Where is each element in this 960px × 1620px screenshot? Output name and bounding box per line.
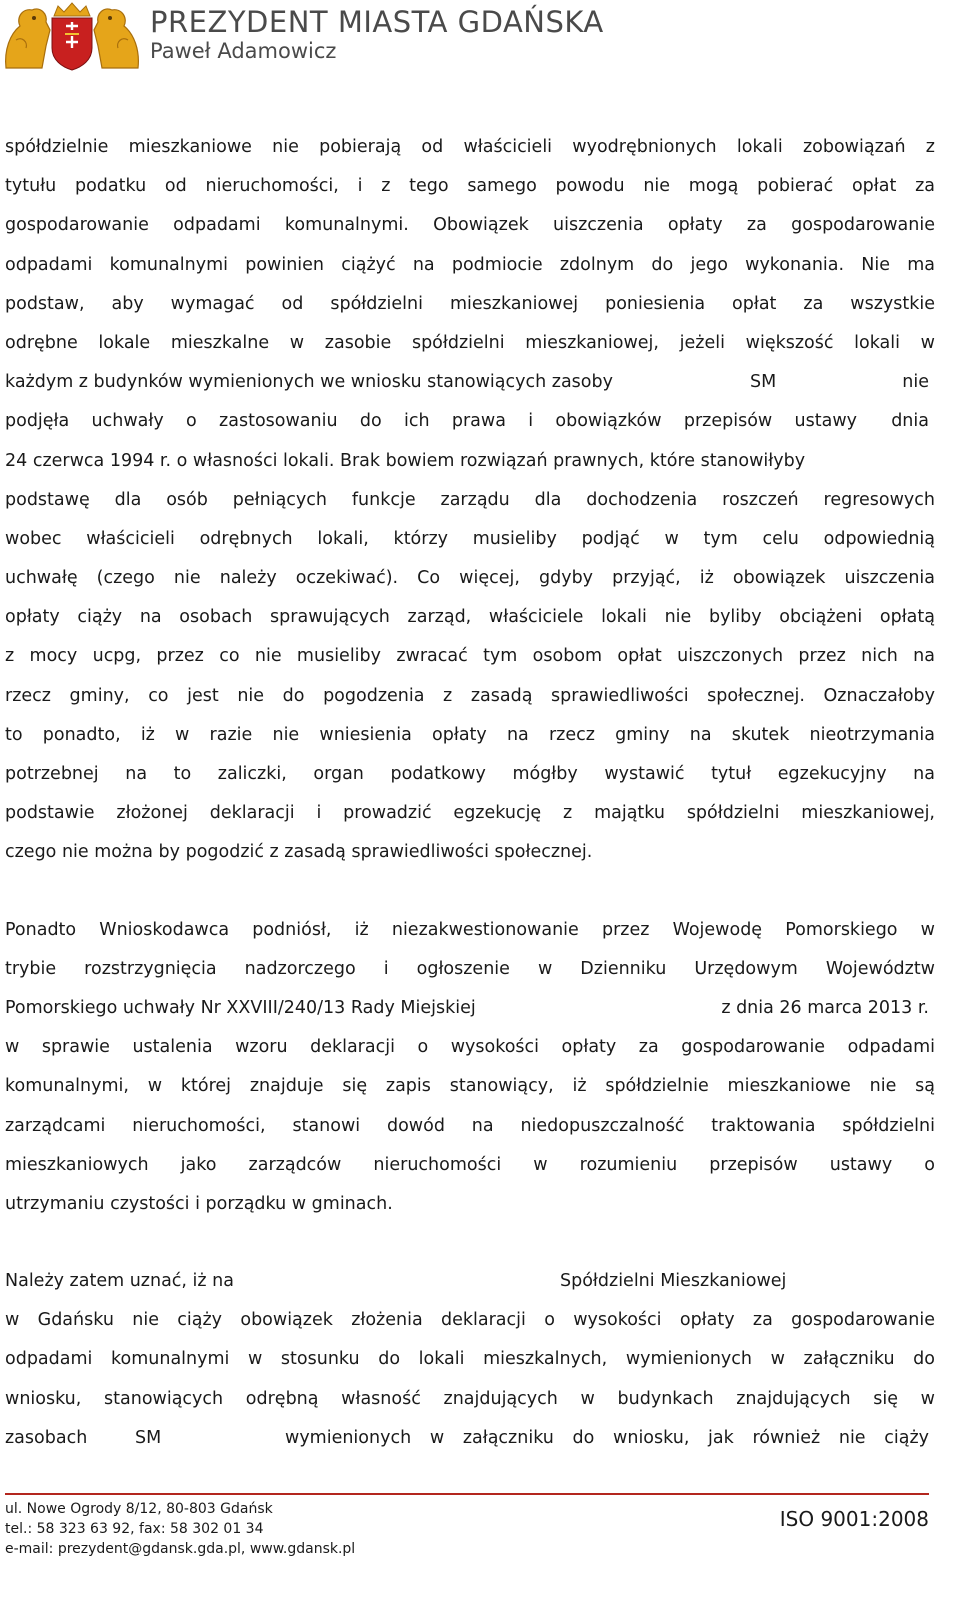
text-segment: z dnia 26 marca 2013 r. — [721, 997, 929, 1018]
text-line: odpadami komunalnymi w stosunku do lokali mieszkalnych, wymienionych w załączniku do — [5, 1349, 935, 1370]
text-line: tytułu podatku od nieruchomości, i z tego samego powodu nie mogą pobierać opłat za — [5, 176, 935, 197]
text-segment: wymienionych w załączniku do wniosku, jak również nie ciąży — [285, 1427, 929, 1448]
text-line: wniosku, stanowiących odrębną własność znajdujących w budynkach znajdujących się w — [5, 1388, 935, 1409]
text-line: podstaw, aby wymagać od spółdzielni mieszkaniowej poniesienia opłat za wszystkie — [5, 293, 935, 314]
text-segment: SM — [750, 372, 777, 393]
text-segment: Należy zatem uznać, iż na — [5, 1271, 234, 1292]
text-line: komunalnymi, w której znajduje się zapis stanowiący, iż spółdzielnie mieszkaniowe nie są — [5, 1076, 935, 1097]
paragraph-1 — [5, 128, 935, 873]
text-line-split — [5, 989, 935, 1028]
text-line: odrębne lokale mieszkalne w zasobie spółdzielni mieszkaniowej, jeżeli większość lokali w — [5, 332, 935, 353]
text-line: odpadami komunalnymi powinien ciążyć na podmiocie zdolnym do jego wykonania. Nie ma — [5, 254, 935, 275]
text-line: podstawę dla osób pełniących funkcje zarządu dla dochodzenia roszczeń regresowych — [5, 489, 935, 510]
text-line: uchwałę (czego nie należy oczekiwać). Co więcej, gdyby przyjąć, iż obowiązek uiszczenia — [5, 568, 935, 589]
text-line: mieszkaniowych jako zarządców nieruchomości w rozumieniu przepisów ustawy o — [5, 1154, 935, 1175]
footer-divider — [5, 1493, 929, 1495]
paragraph-2 — [5, 911, 935, 1225]
office-title: PREZYDENT MIASTA GDAŃSKA — [150, 5, 604, 39]
iso-certification: ISO 9001:2008 — [779, 1507, 929, 1531]
document-body — [5, 128, 935, 1458]
footer-contact — [5, 1499, 355, 1559]
text-line-split — [5, 1262, 935, 1301]
text-segment: dnia — [891, 411, 929, 432]
text-line: zarządcami nieruchomości, stanowi dowód na niedopuszczalność traktowania spółdzielni — [5, 1115, 935, 1136]
letterhead — [0, 0, 960, 78]
text-segment: zasobach — [5, 1427, 88, 1448]
text-line-split — [5, 1419, 935, 1458]
text-segment: Spółdzielni Mieszkaniowej — [560, 1271, 787, 1292]
text-line: to ponadto, iż w razie nie wniesienia opłaty na rzecz gminy na skutek nieotrzymania — [5, 724, 935, 745]
text-line: opłaty ciąży na osobach sprawujących zarząd, właściciele lokali nie byliby obciążeni opłatą — [5, 607, 935, 628]
text-segment: każdym z budynków wymienionych we wniosku stanowiących zasoby — [5, 372, 613, 393]
text-line: gospodarowanie odpadami komunalnymi. Obowiązek uiszczenia opłaty za gospodarowanie — [5, 215, 935, 236]
text-line-split — [5, 402, 935, 441]
footer-address: ul. Nowe Ogrody 8/12, 80-803 Gdańsk — [5, 1501, 273, 1517]
text-line: rzecz gminy, co jest nie do pogodzenia z zasadą sprawiedliwości społecznej. Oznaczałoby — [5, 685, 935, 706]
letterhead-title-block — [150, 6, 604, 64]
text-line: podstawie złożonej deklaracji i prowadzić egzekucję z majątku spółdzielni mieszkaniowej, — [5, 803, 935, 824]
text-line: potrzebnej na to zaliczki, organ podatkowy mógłby wystawić tytuł egzekucyjny na — [5, 764, 935, 784]
text-line: spółdzielnie mieszkaniowe nie pobierają od właścicieli wyodrębnionych lokali zobowiązań z — [5, 137, 935, 157]
mayor-name: Paweł Adamowicz — [150, 39, 337, 63]
text-line: w sprawie ustalenia wzoru deklaracji o wysokości opłaty za gospodarowanie odpadami — [5, 1037, 935, 1058]
footer-email: e-mail: prezydent@gdansk.gda.pl, www.gdansk.pl — [5, 1541, 356, 1557]
text-line: 24 czerwca 1994 r. o własności lokali. Brak bowiem rozwiązań prawnych, które stanowiłyby — [5, 450, 806, 471]
text-line: wobec właścicieli odrębnych lokali, którzy musieliby podjąć w tym celu odpowiednią — [5, 528, 935, 549]
paragraph-3 — [5, 1262, 935, 1458]
text-segment: podjęła uchwały o zastosowaniu do ich prawa i obowiązków przepisów ustawy — [5, 411, 857, 432]
text-line: utrzymaniu czystości i porządku w gminach. — [5, 1193, 393, 1214]
text-line: czego nie można by pogodzić z zasadą sprawiedliwości społecznej. — [5, 842, 593, 863]
text-segment: SM — [135, 1427, 162, 1448]
text-line: trybie rozstrzygnięcia nadzorczego i ogłoszenie w Dzienniku Urzędowym Województw — [5, 958, 935, 979]
text-segment: Pomorskiego uchwały Nr XXVIII/240/13 Rady Miejskiej — [5, 997, 476, 1018]
text-segment: nie — [902, 372, 929, 393]
text-line-split — [5, 363, 935, 402]
text-line: z mocy ucpg, przez co nie musieliby zwracać tym osobom opłat uiszczonych przez nich na — [5, 646, 935, 667]
letterhead-footer — [5, 1493, 929, 1557]
text-line: Ponadto Wnioskodawca podniósł, iż niezakwestionowanie przez Wojewodę Pomorskiego w — [5, 919, 935, 940]
gdansk-coat-of-arms-icon — [2, 0, 142, 72]
text-line: w Gdańsku nie ciąży obowiązek złożenia deklaracji o wysokości opłaty za gospodarowanie — [5, 1310, 935, 1331]
footer-phone: tel.: 58 323 63 92, fax: 58 302 01 34 — [5, 1521, 264, 1537]
